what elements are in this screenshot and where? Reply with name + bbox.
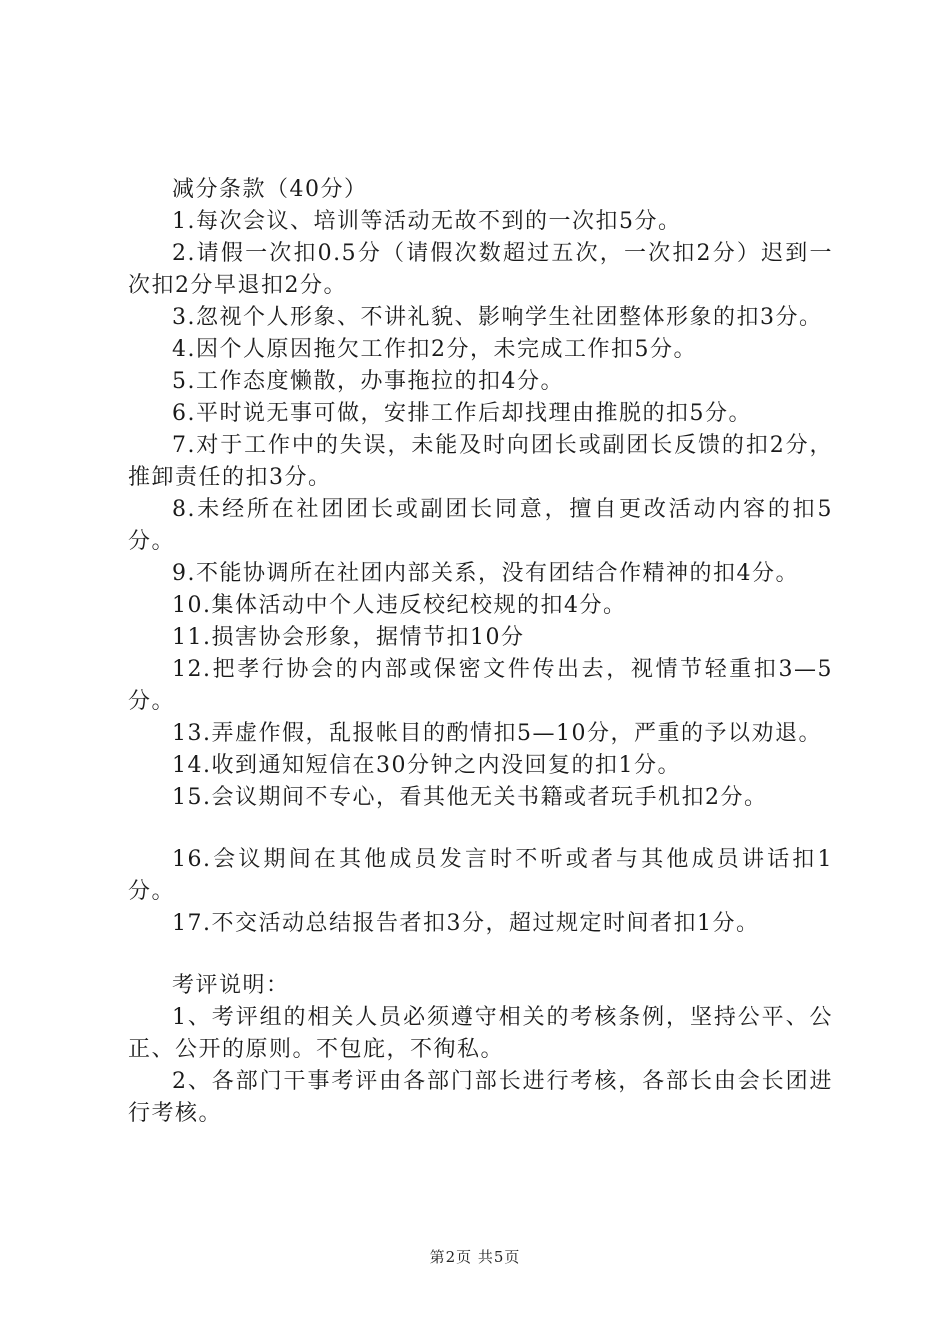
deduction-item-17: 17.不交活动总结报告者扣3分，超过规定时间者扣1分。	[172, 911, 760, 936]
paragraph-gap	[128, 814, 833, 844]
deduction-item-16: 16.会议期间在其他成员发言时不听或者与其他成员讲话扣1分。	[128, 847, 833, 904]
deduction-heading: 减分条款（40分）	[172, 177, 368, 202]
deduction-item-13: 13.弄虚作假，乱报帐目的酌情扣5—10分，严重的予以劝退。	[172, 721, 822, 746]
evaluation-heading: 考评说明：	[172, 973, 290, 998]
deduction-item-10: 10.集体活动中个人违反校纪校规的扣4分。	[172, 593, 627, 618]
deduction-item-12: 12.把孝行协会的内部或保密文件传出去，视情节轻重扣3—5分。	[128, 657, 833, 714]
deduction-item-8: 8.未经所在社团团长或副团长同意，擅自更改活动内容的扣5分。	[128, 497, 833, 554]
deduction-item-6: 6.平时说无事可做，安排工作后却找理由推脱的扣5分。	[172, 401, 752, 426]
deduction-item-9: 9.不能协调所在社团内部关系，没有团结合作精神的扣4分。	[172, 561, 799, 586]
deduction-item-5: 5.工作态度懒散，办事拖拉的扣4分。	[172, 369, 564, 394]
section-gap	[128, 940, 833, 970]
document-body	[128, 174, 833, 1130]
page-footer: 第2页 共5页	[429, 1248, 521, 1266]
deduction-item-15: 15.会议期间不专心，看其他无关书籍或者玩手机扣2分。	[172, 785, 768, 810]
evaluation-item-1: 1、考评组的相关人员必须遵守相关的考核条例，坚持公平、公正、公开的原则。不包庇，不徇私。	[128, 1005, 833, 1062]
deduction-item-11: 11.损害协会形象，据情节扣10分	[172, 625, 525, 650]
deduction-item-1: 1.每次会议、培训等活动无故不到的一次扣5分。	[172, 209, 682, 234]
evaluation-item-2: 2、各部门干事考评由各部门部长进行考核，各部长由会长团进行考核。	[128, 1069, 833, 1126]
deduction-item-3: 3.忽视个人形象、不讲礼貌、影响学生社团整体形象的扣3分。	[172, 305, 823, 330]
deduction-item-2: 2.请假一次扣0.5分（请假次数超过五次，一次扣2分）迟到一次扣2分早退扣2分。	[128, 241, 833, 298]
deduction-item-4: 4.因个人原因拖欠工作扣2分，未完成工作扣5分。	[172, 337, 697, 362]
deduction-item-7: 7.对于工作中的失误，未能及时向团长或副团长反馈的扣2分，推卸责任的扣3分。	[128, 433, 833, 490]
deduction-item-14: 14.收到通知短信在30分钟之内没回复的扣1分。	[172, 753, 681, 778]
